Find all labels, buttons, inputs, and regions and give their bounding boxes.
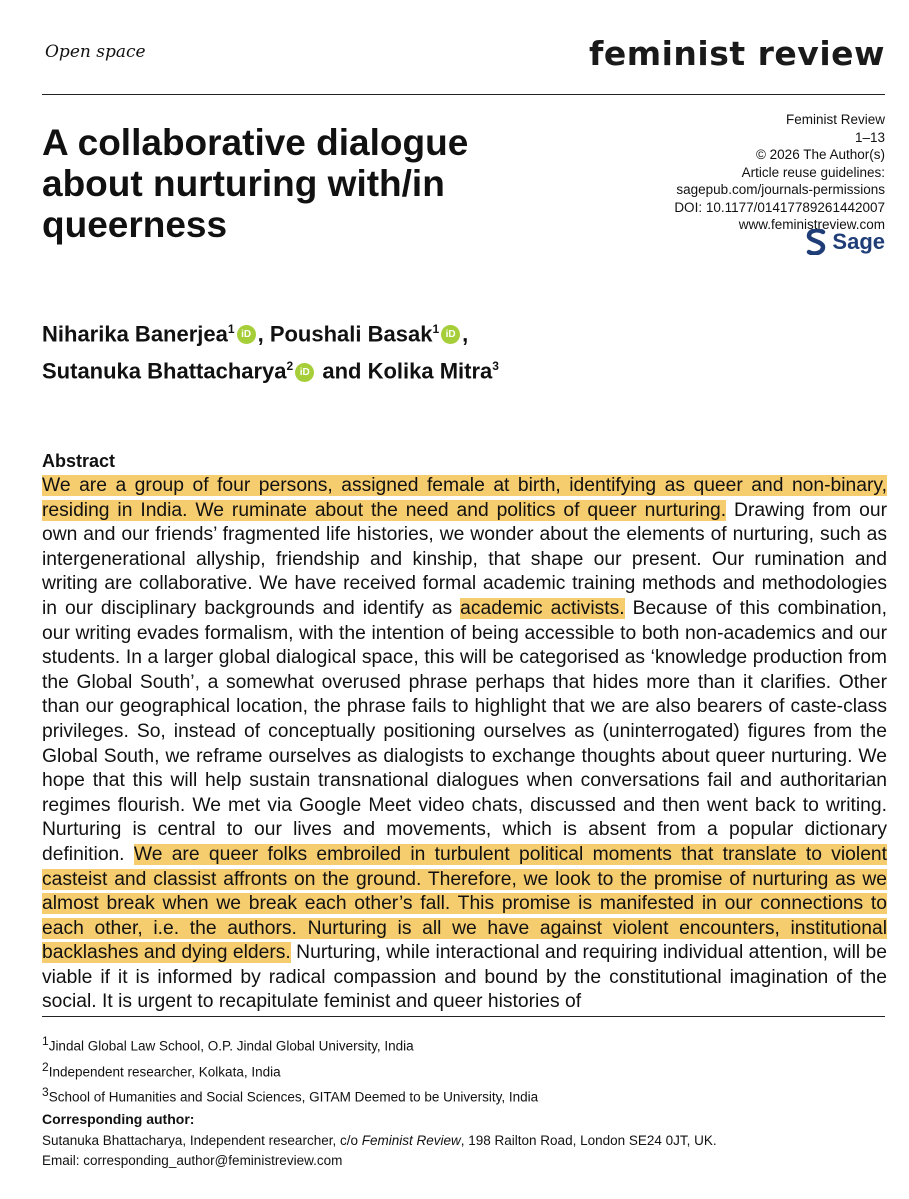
affiliation-number: 1 [42, 1034, 49, 1048]
corresponding-address [42, 1131, 717, 1151]
abstract-heading: Abstract [42, 451, 116, 471]
abstract-text: Drawing from our own and our friends’ fragmented life histories, we wonder about the elements of nurturing, such as intergenerational allyship, friendship and kinship, that shape our present. Our rumination and writing are collaborative. We have received formal academic training methods and methodologies in our disciplinary backgrounds and identify as [42, 499, 887, 619]
affiliation-text: Jindal Global Law School, O.P. Jindal Global University, India [48, 1038, 414, 1054]
meta-reuse: Article reuse guidelines: [741, 164, 885, 180]
affiliation-item [42, 1057, 538, 1083]
highlighted-text[interactable]: academic activists. [460, 597, 625, 619]
orcid-icon[interactable]: iD [295, 363, 314, 382]
meta-website-link[interactable]: www.feministreview.com [738, 217, 885, 232]
highlighted-text[interactable]: We are queer folks embroiled in turbulent political moments that translate to violent casteist and classist affronts on the ground. Therefore, we look to the promise of nurturing as we almost break when we break each other’s fall. This promise is manifested in our connections to each other, i.e. the authors. Nurturing is all we have against violent encounters, institutional backlashes and dying elders. [42, 843, 887, 964]
orcid-icon[interactable]: iD [441, 325, 460, 344]
footnote-divider [42, 1016, 885, 1017]
affiliation-text: Independent researcher, Kolkata, India [48, 1064, 281, 1079]
author-name[interactable]: Niharika Banerjea [42, 321, 228, 347]
highlighted-text[interactable]: We are a group of four persons, assigned female at birth, identifying as queer and non-binary, residing in India. We ruminate about the need and politics of queer nurturing. [42, 475, 887, 521]
header-divider [42, 94, 885, 95]
corresponding-author-details [42, 1131, 717, 1171]
abstract-text: Because of this combination, our writing evades formalism, with the intention of being accessible to both non-academics and our students. In a larger global dialogical space, this will be categorised as ‘knowledge production from the Global South’, a somewhat overused phrase perhaps that hides more than it clarifies. Other than our geographical location, the phrase fails to highlight that we are also bearers of caste-class privileges. So, instead of conceptually positioning ourselves as (uninterrogated) figures from the Global South, we reframe ourselves as dialogists to exchange thoughts about queer nurturing. We hope that this will help sustain transnational dialogues when conversations fail and authoritarian regimes flourish. We met via Google Meet video chats, discussed and then went back to writing. Nurturing is central to our lives and movements, which is absent from a popular dictionary definition. [42, 597, 887, 865]
author-separator: , [462, 321, 469, 347]
corresponding-author-heading: Corresponding author: [42, 1111, 195, 1127]
publisher-name: Sage [832, 229, 885, 254]
affiliation-item [42, 1031, 538, 1057]
author-name[interactable]: Poushali Basak [269, 321, 433, 347]
meta-doi[interactable]: DOI: 10.1177/01417789261442007 [674, 199, 885, 215]
journal-name: Feminist Review [361, 1133, 461, 1148]
meta-journal: Feminist Review [785, 112, 885, 127]
section-label: Open space [45, 42, 146, 62]
affiliation-marker: 3 [492, 359, 499, 374]
address-text: Sutanuka Bhattacharya, Independent researcher, c/o [42, 1133, 362, 1148]
author-conjunction: and [322, 358, 362, 384]
author-name[interactable]: Kolika Mitra [367, 358, 493, 384]
article-meta [674, 111, 885, 234]
affiliation-marker: 1 [432, 322, 440, 336]
sage-s-icon [806, 229, 826, 255]
publisher-logo [806, 229, 885, 255]
author-separator: , [257, 321, 264, 347]
author-list [42, 313, 499, 388]
meta-permissions-link[interactable]: sagepub.com/journals-permissions [676, 182, 885, 197]
corresponding-email[interactable]: Email: corresponding_author@feministreview.com [42, 1153, 343, 1168]
affiliation-number: 3 [42, 1085, 49, 1099]
affiliation-marker: 2 [286, 359, 294, 374]
affiliations [42, 1031, 538, 1108]
abstract-text: Nurturing, while interactional and requiring individual attention, will be viable if it is informed by radical compassion and bound by the constitutional imagination of the social. It is urgent to recapitulate feminist and queer histories of [42, 942, 887, 1013]
affiliation-number: 2 [42, 1059, 49, 1074]
meta-pages: 1–13 [854, 129, 885, 145]
affiliation-item [42, 1082, 538, 1108]
meta-copyright: © 2026 The Author(s) [755, 147, 885, 162]
article-title: A collaborative dialogue about nurturing with/in queerness [42, 122, 469, 245]
abstract-body [42, 474, 887, 1015]
affiliation-text: School of Humanities and Social Sciences, GITAM Deemed to be University, India [48, 1089, 539, 1105]
address-text: , 198 Railton Road, London SE24 0JT, UK. [460, 1133, 717, 1148]
orcid-icon[interactable]: iD [237, 325, 256, 344]
affiliation-marker: 1 [227, 322, 235, 336]
journal-logo: feminist review [589, 34, 885, 73]
author-name[interactable]: Sutanuka Bhattacharya [42, 358, 287, 384]
